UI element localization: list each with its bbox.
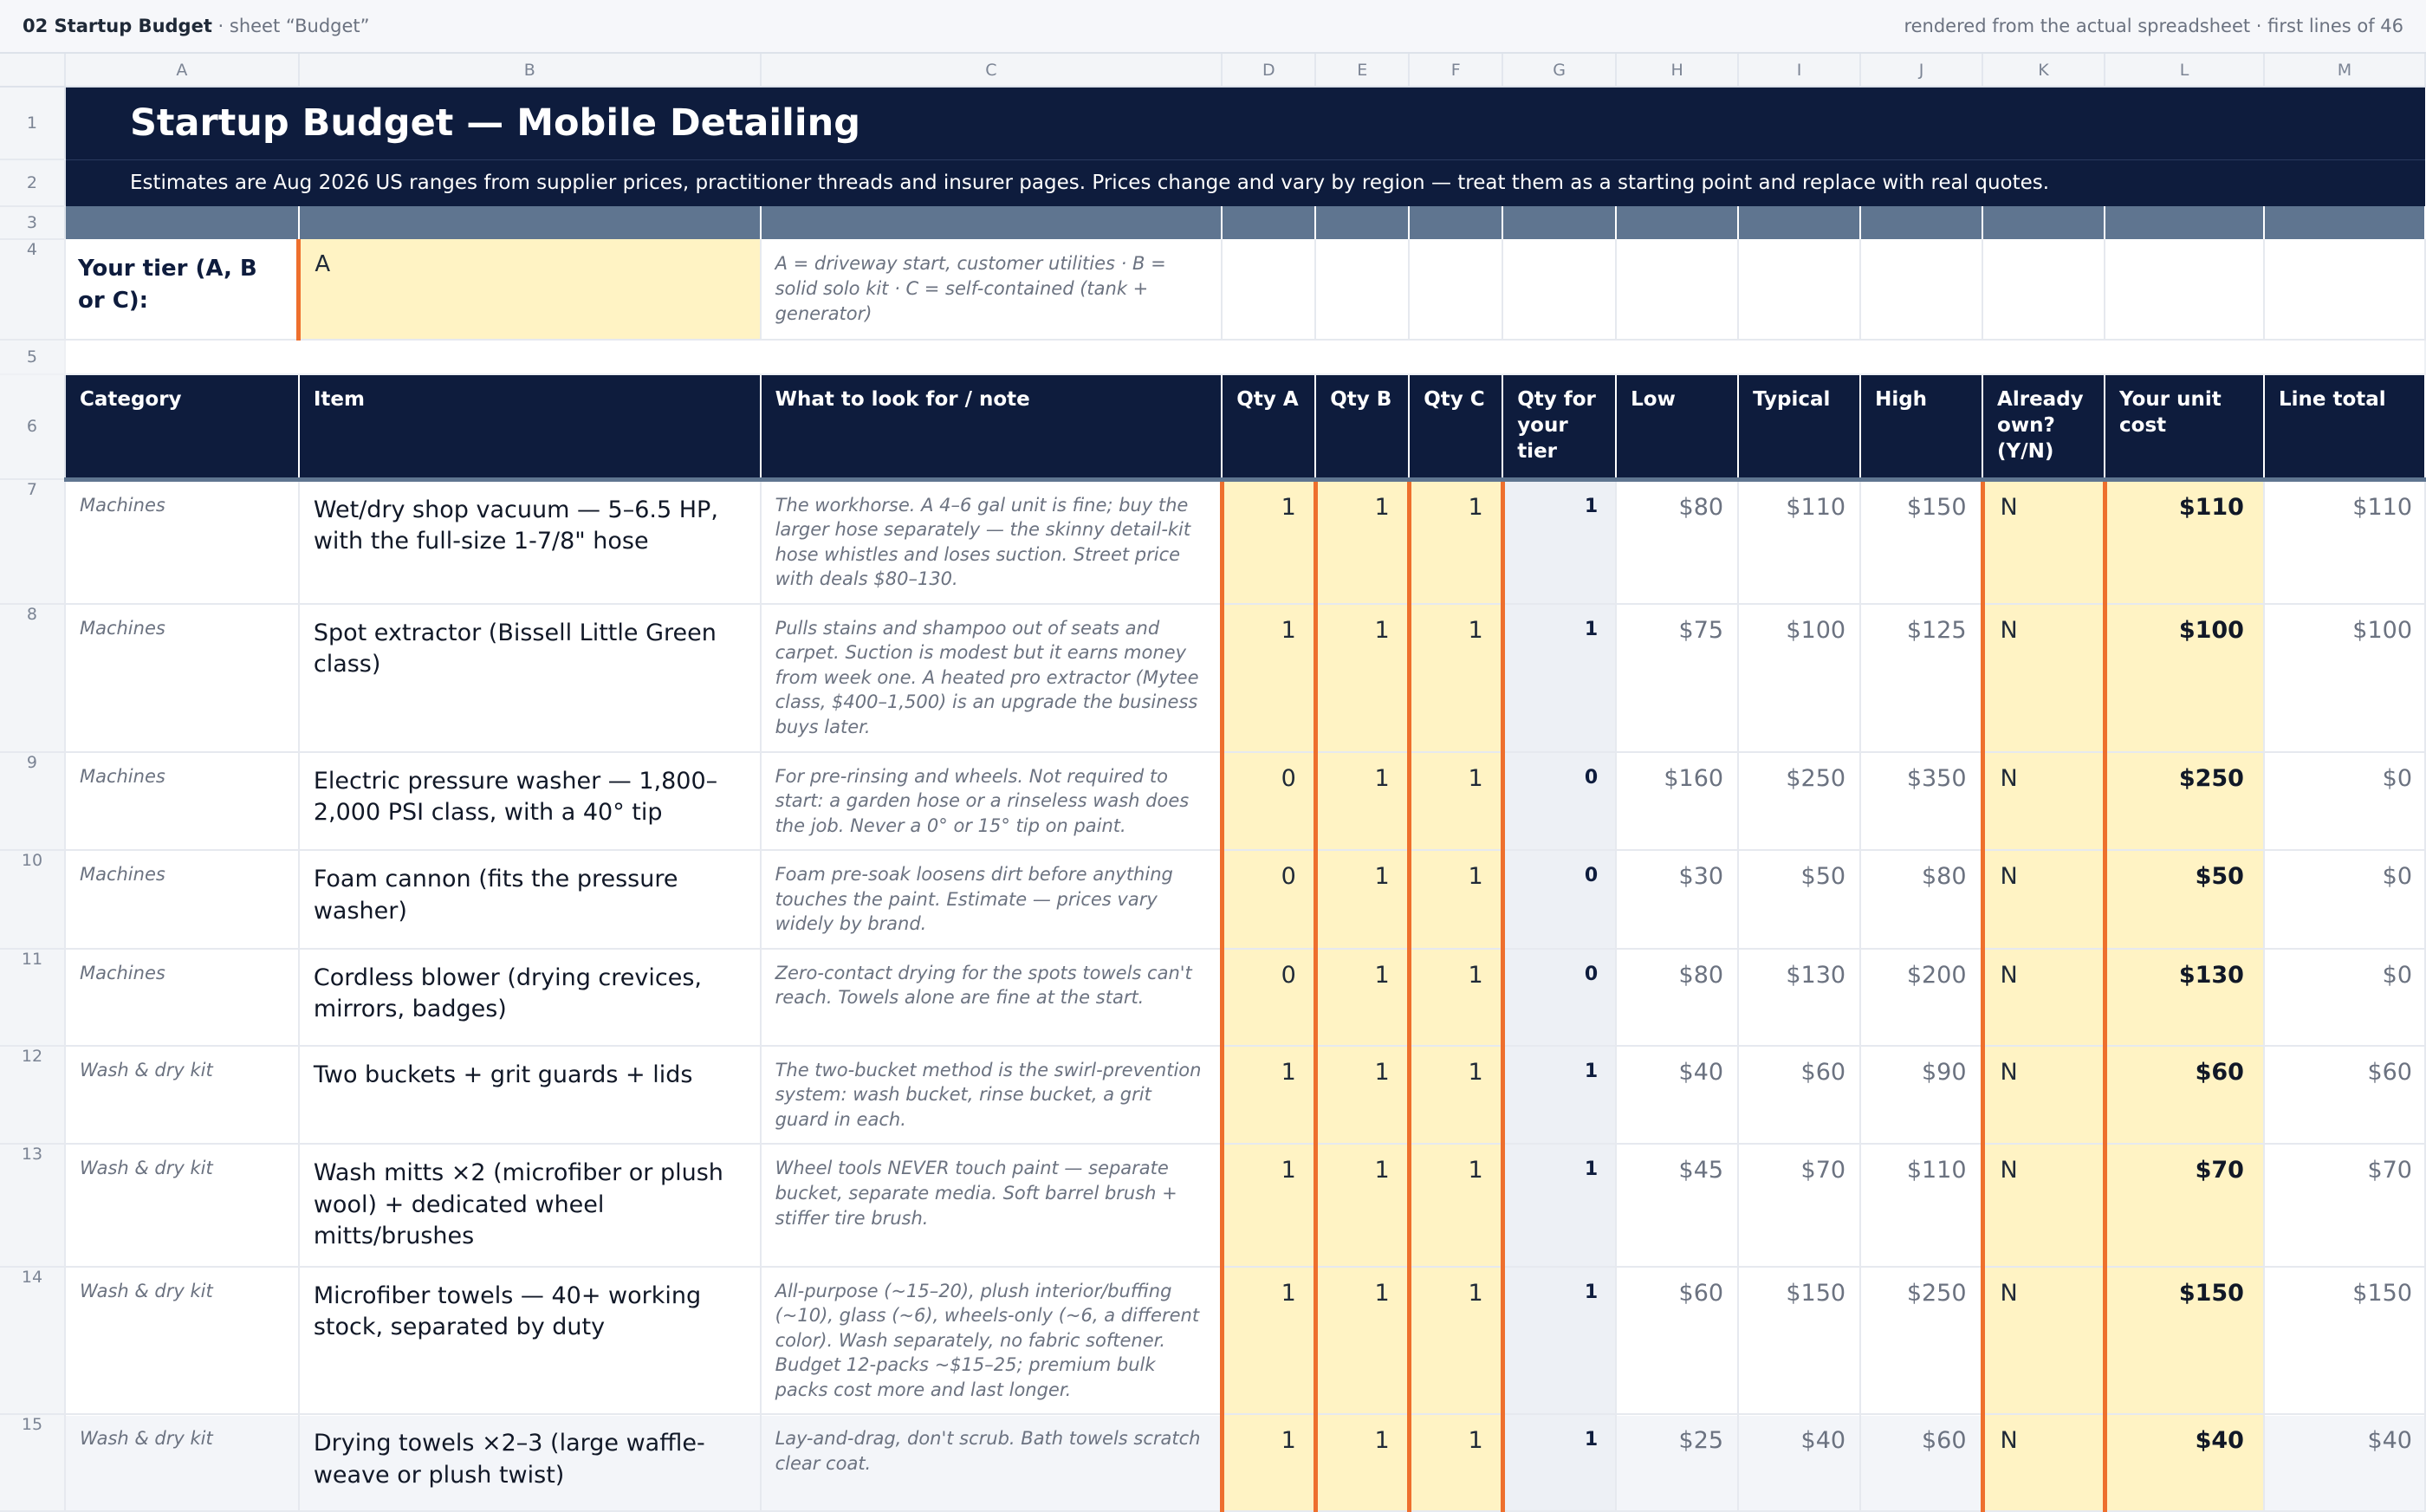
item-cell[interactable]: Drying towels ×2–3 (large waffle-weave or plush twist): [299, 1414, 761, 1511]
table-row: [0, 604, 2425, 752]
row-number[interactable]: 10: [0, 850, 65, 949]
qty-b-cell[interactable]: 1: [1315, 604, 1409, 752]
qty-tier-cell[interactable]: 0: [1502, 850, 1616, 949]
column-header-h[interactable]: H: [1616, 54, 1738, 87]
empty-cell[interactable]: [2105, 239, 2264, 340]
low-cell[interactable]: $30: [1616, 850, 1738, 949]
title-row: [0, 87, 2425, 159]
qty-a-cell[interactable]: 1: [1222, 604, 1315, 752]
column-header-j[interactable]: J: [1860, 54, 1982, 87]
header-qty-c[interactable]: Qty C: [1409, 374, 1502, 479]
unit-cost-cell[interactable]: $130: [2105, 949, 2264, 1046]
column-header-d[interactable]: D: [1222, 54, 1315, 87]
qty-b-cell[interactable]: 1: [1315, 752, 1409, 851]
row-number[interactable]: 4: [0, 239, 65, 340]
high-cell[interactable]: $60: [1860, 1414, 1982, 1511]
unit-cost-cell[interactable]: $70: [2105, 1144, 2264, 1266]
typical-cell[interactable]: $70: [1738, 1144, 1860, 1266]
header-line-total[interactable]: Line total: [2264, 374, 2425, 479]
band-cell[interactable]: [2105, 206, 2264, 239]
qty-c-cell[interactable]: 1: [1409, 1046, 1502, 1145]
render-note: rendered from the actual spreadsheet · first lines of 46: [1904, 16, 2403, 36]
row-number[interactable]: 7: [0, 479, 65, 604]
empty-cell[interactable]: [65, 340, 2425, 374]
unit-cost-cell[interactable]: $250: [2105, 752, 2264, 851]
table-header-row: [0, 374, 2425, 479]
typical-cell[interactable]: $40: [1738, 1414, 1860, 1511]
qty-b-cell[interactable]: 1: [1315, 479, 1409, 604]
qty-a-cell[interactable]: 0: [1222, 752, 1315, 851]
band-cell[interactable]: [1738, 206, 1860, 239]
column-header-g[interactable]: G: [1502, 54, 1616, 87]
row-number[interactable]: 15: [0, 1414, 65, 1511]
qty-tier-cell[interactable]: 1: [1502, 604, 1616, 752]
header-category[interactable]: Category: [65, 374, 299, 479]
header-unit-cost[interactable]: Your unit cost: [2105, 374, 2264, 479]
note-cell[interactable]: Pulls stains and shampoo out of seats and carpet. Suction is modest but it earns money from week one. A heated pro extractor (Mytee class, $400–1,500) is an upgrade the business buys later.: [761, 604, 1223, 752]
line-total-cell[interactable]: $0: [2264, 752, 2425, 851]
column-header-e[interactable]: E: [1315, 54, 1409, 87]
low-cell[interactable]: $75: [1616, 604, 1738, 752]
qty-tier-cell[interactable]: 1: [1502, 1046, 1616, 1145]
table-row: [0, 949, 2425, 1046]
low-cell[interactable]: $80: [1616, 479, 1738, 604]
column-header-k[interactable]: K: [1982, 54, 2105, 87]
band-cell[interactable]: [1315, 206, 1409, 239]
qty-b-cell[interactable]: 1: [1315, 1267, 1409, 1415]
row-number[interactable]: 8: [0, 604, 65, 752]
qty-c-cell[interactable]: 1: [1409, 850, 1502, 949]
already-own-cell[interactable]: N: [1982, 479, 2105, 604]
empty-cell[interactable]: [2264, 239, 2425, 340]
low-cell[interactable]: $40: [1616, 1046, 1738, 1145]
row-number[interactable]: 5: [0, 340, 65, 374]
category-cell[interactable]: Machines: [65, 850, 299, 949]
line-total-cell[interactable]: $70: [2264, 1144, 2425, 1266]
note-cell[interactable]: Zero-contact drying for the spots towels can't reach. Towels alone are fine at the start.: [761, 949, 1223, 1046]
row-number[interactable]: 2: [0, 159, 65, 206]
band-cell[interactable]: [1982, 206, 2105, 239]
spacer-row: [0, 340, 2425, 374]
band-cell[interactable]: [761, 206, 1223, 239]
note-cell[interactable]: All-purpose (~15–20), plush interior/buffing (~10), glass (~6), wheels-only (~6, a different color). Wash separately, no fabric softener. Budget 12-packs ~$15–25; premium bulk packs cost more and last longer.: [761, 1267, 1223, 1415]
tier-note: A = driveway start, customer utilities · B = solid solo kit · C = self-contained (tank + generator): [761, 239, 1223, 340]
high-cell[interactable]: $110: [1860, 1144, 1982, 1266]
typical-cell[interactable]: $100: [1738, 604, 1860, 752]
line-total-cell[interactable]: $0: [2264, 850, 2425, 949]
unit-cost-cell[interactable]: $40: [2105, 1414, 2264, 1511]
column-header-a[interactable]: A: [65, 54, 299, 87]
table-row: [0, 1046, 2425, 1145]
empty-cell[interactable]: [1982, 239, 2105, 340]
already-own-cell[interactable]: N: [1982, 604, 2105, 752]
already-own-cell[interactable]: N: [1982, 752, 2105, 851]
qty-tier-cell[interactable]: 1: [1502, 1144, 1616, 1266]
category-cell[interactable]: Wash & dry kit: [65, 1267, 299, 1415]
table-row: [0, 850, 2425, 949]
sheet-name: · sheet “Budget”: [211, 16, 370, 36]
qty-c-cell[interactable]: 1: [1409, 479, 1502, 604]
already-own-cell[interactable]: N: [1982, 1267, 2105, 1415]
empty-cell[interactable]: [1222, 239, 1315, 340]
high-cell[interactable]: $250: [1860, 1267, 1982, 1415]
qty-a-cell[interactable]: 1: [1222, 479, 1315, 604]
header-note[interactable]: What to look for / note: [761, 374, 1223, 479]
note-cell[interactable]: The two-bucket method is the swirl-prevention system: wash bucket, rinse bucket, a grit guard in each.: [761, 1046, 1223, 1145]
band-cell[interactable]: [1409, 206, 1502, 239]
header-high[interactable]: High: [1860, 374, 1982, 479]
column-header-i[interactable]: I: [1738, 54, 1860, 87]
item-cell[interactable]: Microfiber towels — 40+ working stock, separated by duty: [299, 1267, 761, 1415]
already-own-cell[interactable]: N: [1982, 1414, 2105, 1511]
qty-a-cell[interactable]: 1: [1222, 1144, 1315, 1266]
empty-cell[interactable]: [1616, 239, 1738, 340]
low-cell[interactable]: $45: [1616, 1144, 1738, 1266]
header-qty-b[interactable]: Qty B: [1315, 374, 1409, 479]
category-cell[interactable]: Machines: [65, 604, 299, 752]
qty-a-cell[interactable]: 1: [1222, 1046, 1315, 1145]
category-cell[interactable]: Wash & dry kit: [65, 1414, 299, 1511]
file-name: 02 Startup Budget: [23, 16, 212, 36]
line-total-cell[interactable]: $100: [2264, 604, 2425, 752]
unit-cost-cell[interactable]: $100: [2105, 604, 2264, 752]
high-cell[interactable]: $125: [1860, 604, 1982, 752]
header-item[interactable]: Item: [299, 374, 761, 479]
sheet-title[interactable]: Startup Budget — Mobile Detailing: [65, 87, 2425, 159]
high-cell[interactable]: $150: [1860, 479, 1982, 604]
item-cell[interactable]: Wash mitts ×2 (microfiber or plush wool) + dedicated wheel mitts/brushes: [299, 1144, 761, 1266]
category-cell[interactable]: Wash & dry kit: [65, 1144, 299, 1266]
empty-cell[interactable]: [1860, 239, 1982, 340]
subtitle-row: [0, 159, 2425, 206]
high-cell[interactable]: $80: [1860, 850, 1982, 949]
header-qty-a[interactable]: Qty A: [1222, 374, 1315, 479]
item-cell[interactable]: Spot extractor (Bissell Little Green class): [299, 604, 761, 752]
row-number[interactable]: 9: [0, 752, 65, 851]
sheet-info-bar: [0, 0, 2426, 54]
typical-cell[interactable]: $250: [1738, 752, 1860, 851]
sheet-subtitle[interactable]: Estimates are Aug 2026 US ranges from supplier prices, practitioner threads and insurer pages. Prices change and vary by region — treat them as a starting point and replace with real quotes.: [65, 159, 2425, 206]
line-total-cell[interactable]: $0: [2264, 949, 2425, 1046]
column-header-m[interactable]: M: [2264, 54, 2425, 87]
line-total-cell[interactable]: $60: [2264, 1046, 2425, 1145]
qty-b-cell[interactable]: 1: [1315, 1144, 1409, 1266]
note-cell[interactable]: Lay-and-drag, don't scrub. Bath towels scratch clear coat.: [761, 1414, 1223, 1511]
qty-c-cell[interactable]: 1: [1409, 752, 1502, 851]
low-cell[interactable]: $160: [1616, 752, 1738, 851]
item-cell[interactable]: Cordless blower (drying crevices, mirrors, badges): [299, 949, 761, 1046]
high-cell[interactable]: $200: [1860, 949, 1982, 1046]
low-cell[interactable]: $25: [1616, 1414, 1738, 1511]
budget-rows: [0, 479, 2425, 1511]
column-header-l[interactable]: L: [2105, 54, 2264, 87]
note-cell[interactable]: For pre-rinsing and wheels. Not required to start: a garden hose or a rinseless wash does the job. Never a 0° or 15° tip on paint.: [761, 752, 1223, 851]
band-cell[interactable]: [1860, 206, 1982, 239]
table-row: [0, 1267, 2425, 1415]
qty-tier-cell[interactable]: 0: [1502, 752, 1616, 851]
note-cell[interactable]: Foam pre-soak loosens dirt before anything touches the paint. Estimate — prices vary widely by brand.: [761, 850, 1223, 949]
typical-cell[interactable]: $150: [1738, 1267, 1860, 1415]
row-number[interactable]: 1: [0, 87, 65, 159]
qty-c-cell[interactable]: 1: [1409, 1414, 1502, 1511]
tier-label: Your tier (A, B or C):: [65, 239, 299, 340]
low-cell[interactable]: $80: [1616, 949, 1738, 1046]
empty-cell[interactable]: [1738, 239, 1860, 340]
header-already-own[interactable]: Already own? (Y/N): [1982, 374, 2105, 479]
unit-cost-cell[interactable]: $110: [2105, 479, 2264, 604]
item-cell[interactable]: Foam cannon (fits the pressure washer): [299, 850, 761, 949]
band-cell[interactable]: [2264, 206, 2425, 239]
low-cell[interactable]: $60: [1616, 1267, 1738, 1415]
qty-c-cell[interactable]: 1: [1409, 1144, 1502, 1266]
already-own-cell[interactable]: N: [1982, 850, 2105, 949]
category-cell[interactable]: Machines: [65, 479, 299, 604]
unit-cost-cell[interactable]: $150: [2105, 1267, 2264, 1415]
qty-tier-cell[interactable]: 0: [1502, 949, 1616, 1046]
qty-c-cell[interactable]: 1: [1409, 1267, 1502, 1415]
qty-a-cell[interactable]: 0: [1222, 850, 1315, 949]
budget-grid: [0, 54, 2426, 1512]
qty-a-cell[interactable]: 1: [1222, 1267, 1315, 1415]
typical-cell[interactable]: $110: [1738, 479, 1860, 604]
already-own-cell[interactable]: N: [1982, 1144, 2105, 1266]
high-cell[interactable]: $90: [1860, 1046, 1982, 1145]
qty-c-cell[interactable]: 1: [1409, 949, 1502, 1046]
qty-b-cell[interactable]: 1: [1315, 1414, 1409, 1511]
note-cell[interactable]: The workhorse. A 4–6 gal unit is fine; buy the larger hose separately — the skinny detail-kit hose whistles and loses suction. Street price with deals $80–130.: [761, 479, 1223, 604]
column-header-f[interactable]: F: [1409, 54, 1502, 87]
typical-cell[interactable]: $130: [1738, 949, 1860, 1046]
table-row: [0, 1414, 2425, 1511]
qty-a-cell[interactable]: 0: [1222, 949, 1315, 1046]
empty-cell[interactable]: [1409, 239, 1502, 340]
qty-c-cell[interactable]: 1: [1409, 604, 1502, 752]
item-cell[interactable]: Electric pressure washer — 1,800–2,000 PSI class, with a 40° tip: [299, 752, 761, 851]
header-typical[interactable]: Typical: [1738, 374, 1860, 479]
qty-tier-cell[interactable]: 1: [1502, 479, 1616, 604]
band-row: [0, 206, 2425, 239]
already-own-cell[interactable]: N: [1982, 949, 2105, 1046]
row-number[interactable]: 6: [0, 374, 65, 479]
tier-input[interactable]: A: [299, 239, 761, 340]
row-number[interactable]: 14: [0, 1267, 65, 1415]
line-total-cell[interactable]: $110: [2264, 479, 2425, 604]
band-cell[interactable]: [65, 206, 299, 239]
band-cell[interactable]: [1502, 206, 1616, 239]
already-own-cell[interactable]: N: [1982, 1046, 2105, 1145]
item-cell[interactable]: Two buckets + grit guards + lids: [299, 1046, 761, 1145]
category-cell[interactable]: Machines: [65, 752, 299, 851]
row-number[interactable]: 12: [0, 1046, 65, 1145]
typical-cell[interactable]: $60: [1738, 1046, 1860, 1145]
qty-b-cell[interactable]: 1: [1315, 949, 1409, 1046]
header-low[interactable]: Low: [1616, 374, 1738, 479]
band-cell[interactable]: [299, 206, 761, 239]
empty-cell[interactable]: [1502, 239, 1616, 340]
category-cell[interactable]: Wash & dry kit: [65, 1046, 299, 1145]
tier-row: [0, 239, 2425, 340]
unit-cost-cell[interactable]: $60: [2105, 1046, 2264, 1145]
category-cell[interactable]: Machines: [65, 949, 299, 1046]
qty-b-cell[interactable]: 1: [1315, 850, 1409, 949]
header-qty-tier[interactable]: Qty for your tier: [1502, 374, 1616, 479]
qty-tier-cell[interactable]: 1: [1502, 1267, 1616, 1415]
table-row: [0, 752, 2425, 851]
table-row: [0, 479, 2425, 604]
band-cell[interactable]: [1616, 206, 1738, 239]
unit-cost-cell[interactable]: $50: [2105, 850, 2264, 949]
item-cell[interactable]: Wet/dry shop vacuum — 5–6.5 HP, with the full-size 1-7/8" hose: [299, 479, 761, 604]
column-header-c[interactable]: C: [761, 54, 1223, 87]
row-number[interactable]: 11: [0, 949, 65, 1046]
high-cell[interactable]: $350: [1860, 752, 1982, 851]
band-cell[interactable]: [1222, 206, 1315, 239]
qty-a-cell[interactable]: 1: [1222, 1414, 1315, 1511]
line-total-cell[interactable]: $40: [2264, 1414, 2425, 1511]
column-header-row: [0, 54, 2425, 87]
qty-tier-cell[interactable]: 1: [1502, 1414, 1616, 1511]
column-header-b[interactable]: B: [299, 54, 761, 87]
table-row: [0, 1144, 2425, 1266]
line-total-cell[interactable]: $150: [2264, 1267, 2425, 1415]
qty-b-cell[interactable]: 1: [1315, 1046, 1409, 1145]
row-number[interactable]: 3: [0, 206, 65, 239]
empty-cell[interactable]: [1315, 239, 1409, 340]
note-cell[interactable]: Wheel tools NEVER touch paint — separate bucket, separate media. Soft barrel brush + stiffer tire brush.: [761, 1144, 1223, 1266]
row-number[interactable]: 13: [0, 1144, 65, 1266]
file-sheet-label: [23, 16, 370, 36]
corner-cell[interactable]: [0, 54, 65, 87]
typical-cell[interactable]: $50: [1738, 850, 1860, 949]
